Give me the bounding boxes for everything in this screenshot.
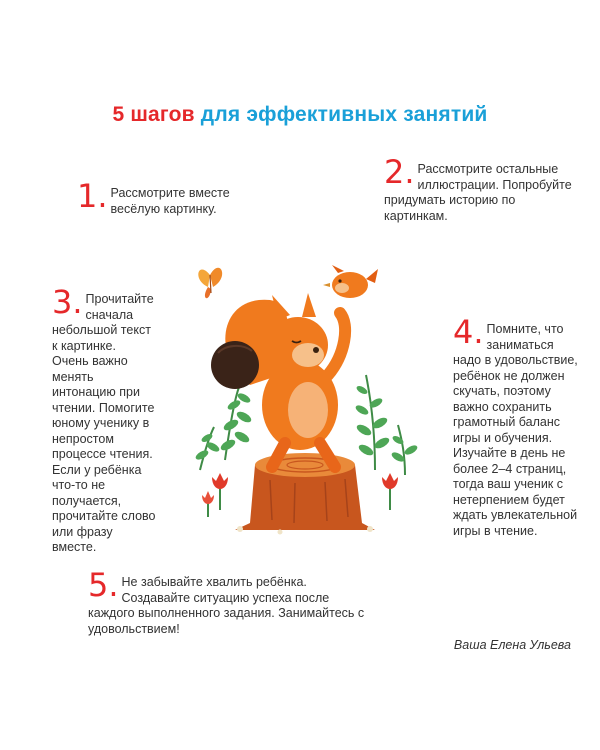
step-5: [88, 566, 368, 637]
step-number: 2.: [384, 153, 415, 191]
step-text: Помните, что заниматься надо в удовольствие, ребёнок не должен скучать, поэтому важно сохранить грамотный баланс игры и обучения. Изучайте в день не более 2–4 страниц, тогда ваш ученик с нетерпением будет ждать увлекательной игры в чтение.: [453, 322, 578, 538]
step-number: 4.: [453, 313, 484, 351]
step-number: 3.: [52, 283, 83, 321]
step-4: [453, 313, 583, 539]
step-1: [77, 177, 237, 217]
page-title: [0, 103, 600, 127]
tree-stump-icon: [235, 453, 375, 535]
fern-left-icon: [194, 385, 253, 470]
signature: Ваша Елена Ульева: [453, 638, 571, 652]
butterfly-icon: [198, 268, 222, 298]
title-part-red: 5 шагов: [112, 103, 195, 126]
step-text: Прочитайте сначала небольшой текст к картинке. Очень важно менять интонацию при чтении. Помогите юному ученику в непростом процессе чтения. Если у ребёнка что-то не получается, прочитайте слово или фразу вместе.: [52, 292, 156, 554]
step-3: [52, 283, 156, 556]
title-part-blue: для эффективных занятий: [200, 103, 488, 126]
step-number: 1.: [77, 177, 108, 215]
step-number: 5.: [88, 566, 119, 604]
step-text: Не забывайте хвалить ребёнка. Создавайте ситуацию успеха после каждого выполненного задания. Занимайтесь с удовольствием!: [88, 575, 365, 636]
squirrel-illustration: [180, 255, 430, 540]
fern-right-icon: [354, 375, 419, 475]
step-2: [384, 153, 574, 224]
step-text: Рассмотрите вместе весёлую картинку.: [110, 186, 230, 216]
bird-icon: [323, 265, 378, 298]
step-text: Рассмотрите остальные иллюстрации. Попробуйте придумать историю по картинкам.: [384, 162, 572, 223]
